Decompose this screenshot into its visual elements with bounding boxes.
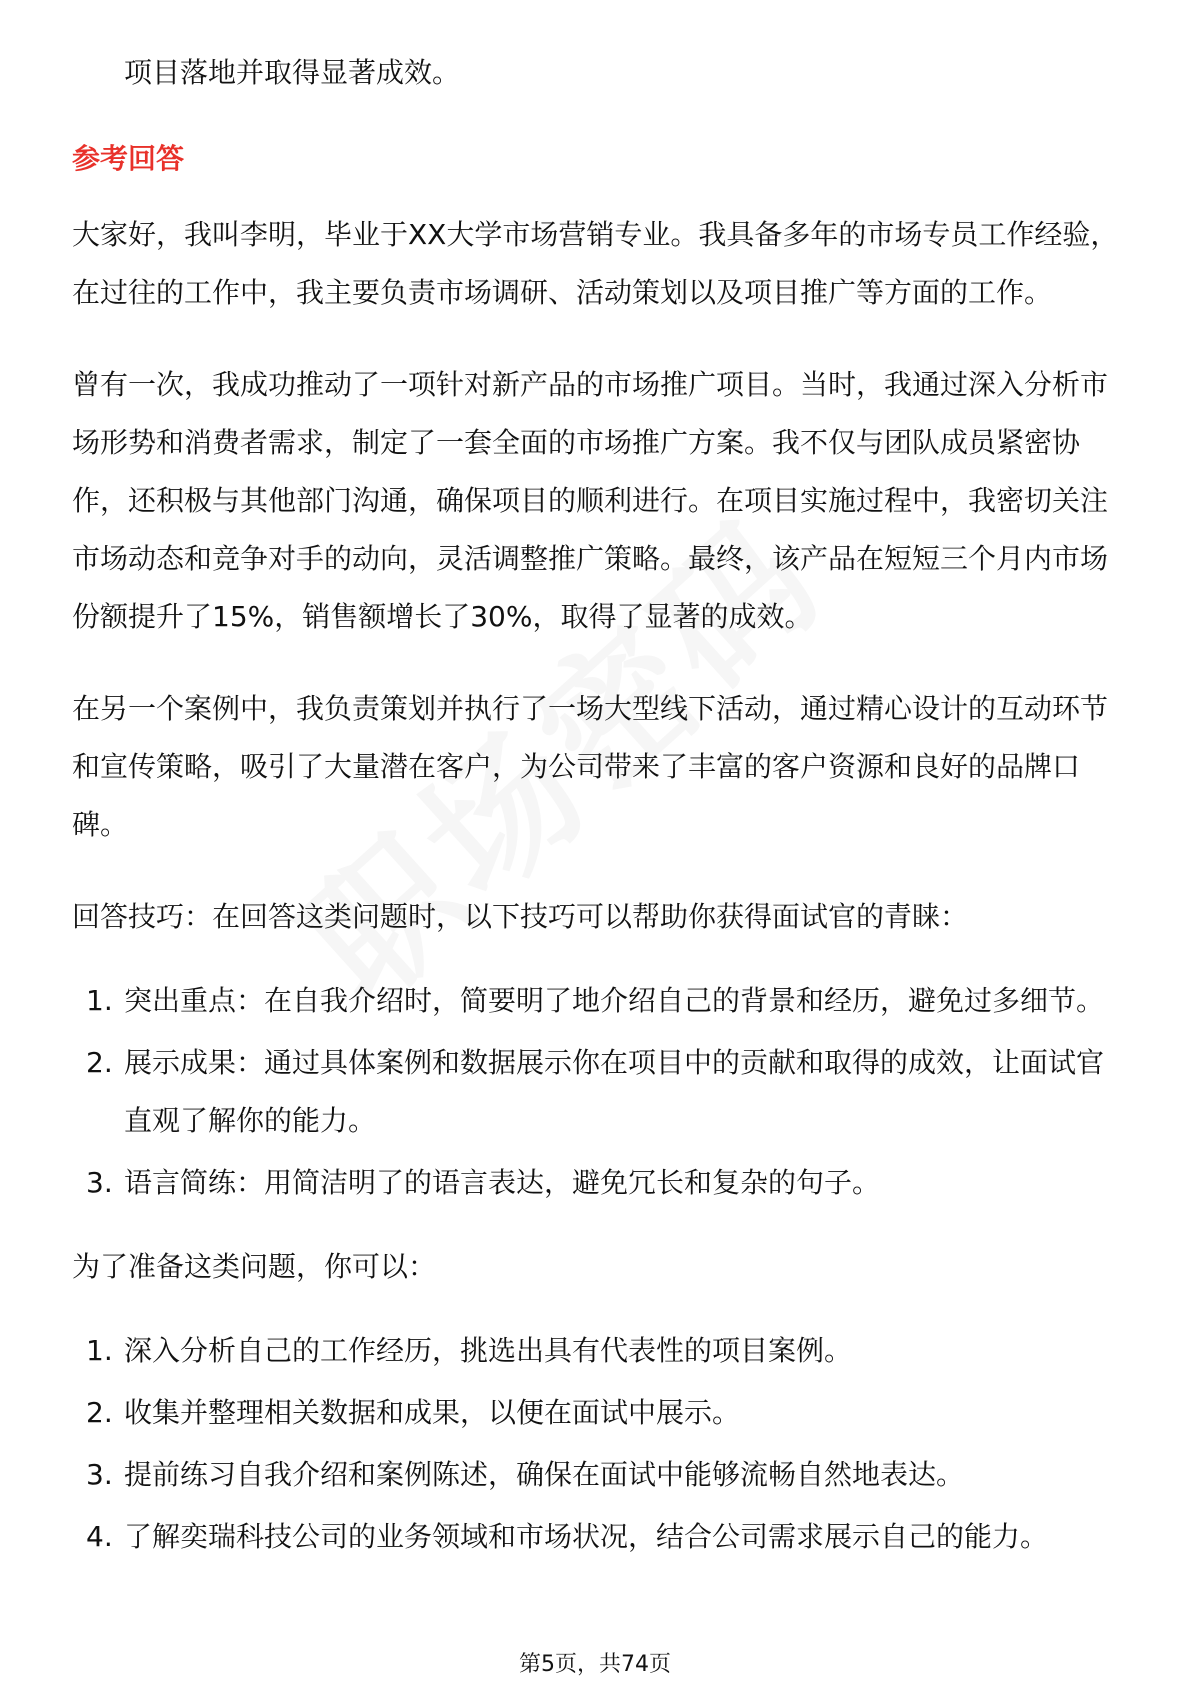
list-item bbox=[72, 1508, 1122, 1566]
prep-intro: 为了准备这类问题，你可以： bbox=[72, 1250, 437, 1283]
list-item-text: 提前练习自我介绍和案例陈述，确保在面试中能够流畅自然地表达。 bbox=[124, 1458, 965, 1491]
list-item bbox=[72, 1446, 1122, 1504]
list-item bbox=[72, 972, 1122, 1030]
prep-list bbox=[72, 1322, 1122, 1566]
list-item-text: 展示成果：通过具体案例和数据展示你在项目中的贡献和取得的成效，让面试官直观了解你的能力。 bbox=[124, 1046, 1105, 1137]
tips-intro: 回答技巧：在回答这类问题时，以下技巧可以帮助你获得面试官的青睐： bbox=[72, 900, 969, 933]
list-item bbox=[72, 1034, 1122, 1150]
list-item bbox=[72, 1322, 1122, 1380]
list-number: 4. bbox=[86, 1520, 113, 1553]
list-number: 1. bbox=[86, 1334, 113, 1367]
list-item bbox=[72, 1154, 1122, 1212]
list-number: 2. bbox=[86, 1046, 113, 1079]
list-number: 2. bbox=[86, 1396, 113, 1429]
continuation-text: 项目落地并取得显著成效。 bbox=[124, 56, 461, 89]
list-item-text: 语言简练：用简洁明了的语言表达，避免冗长和复杂的句子。 bbox=[124, 1166, 881, 1199]
list-number: 1. bbox=[86, 984, 113, 1017]
section-heading: 参考回答 bbox=[72, 142, 185, 175]
list-item bbox=[72, 1384, 1122, 1442]
list-item-text: 了解奕瑞科技公司的业务领域和市场状况，结合公司需求展示自己的能力。 bbox=[124, 1520, 1049, 1553]
list-number: 3. bbox=[86, 1458, 113, 1491]
answer-paragraph-2: 曾有一次，我成功推动了一项针对新产品的市场推广项目。当时，我通过深入分析市场形势和消费者需求，制定了一套全面的市场推广方案。我不仅与团队成员紧密协作，还积极与其他部门沟通，确保项目的顺利进行。在项目实施过程中，我密切关注市场动态和竞争对手的动向，灵活调整推广策略。最终，该产品在短短三个月内市场份额提升了15%，销售额增长了30%，取得了显著的成效。 bbox=[72, 368, 1109, 633]
tips-list bbox=[72, 972, 1122, 1212]
list-item-text: 收集并整理相关数据和成果，以便在面试中展示。 bbox=[124, 1396, 741, 1429]
answer-paragraph-3: 在另一个案例中，我负责策划并执行了一场大型线下活动，通过精心设计的互动环节和宣传策略，吸引了大量潜在客户，为公司带来了丰富的客户资源和良好的品牌口碑。 bbox=[72, 692, 1109, 841]
list-number: 3. bbox=[86, 1166, 113, 1199]
page-number-footer: 第5页，共74页 bbox=[519, 1652, 671, 1677]
list-item-text: 突出重点：在自我介绍时，简要明了地介绍自己的背景和经历，避免过多细节。 bbox=[124, 984, 1105, 1017]
list-item-text: 深入分析自己的工作经历，挑选出具有代表性的项目案例。 bbox=[124, 1334, 853, 1367]
answer-paragraph-1: 大家好，我叫李明，毕业于XX大学市场营销专业。我具备多年的市场专员工作经验，在过往的工作中，我主要负责市场调研、活动策划以及项目推广等方面的工作。 bbox=[72, 218, 1119, 309]
page-content bbox=[72, 44, 1122, 1592]
